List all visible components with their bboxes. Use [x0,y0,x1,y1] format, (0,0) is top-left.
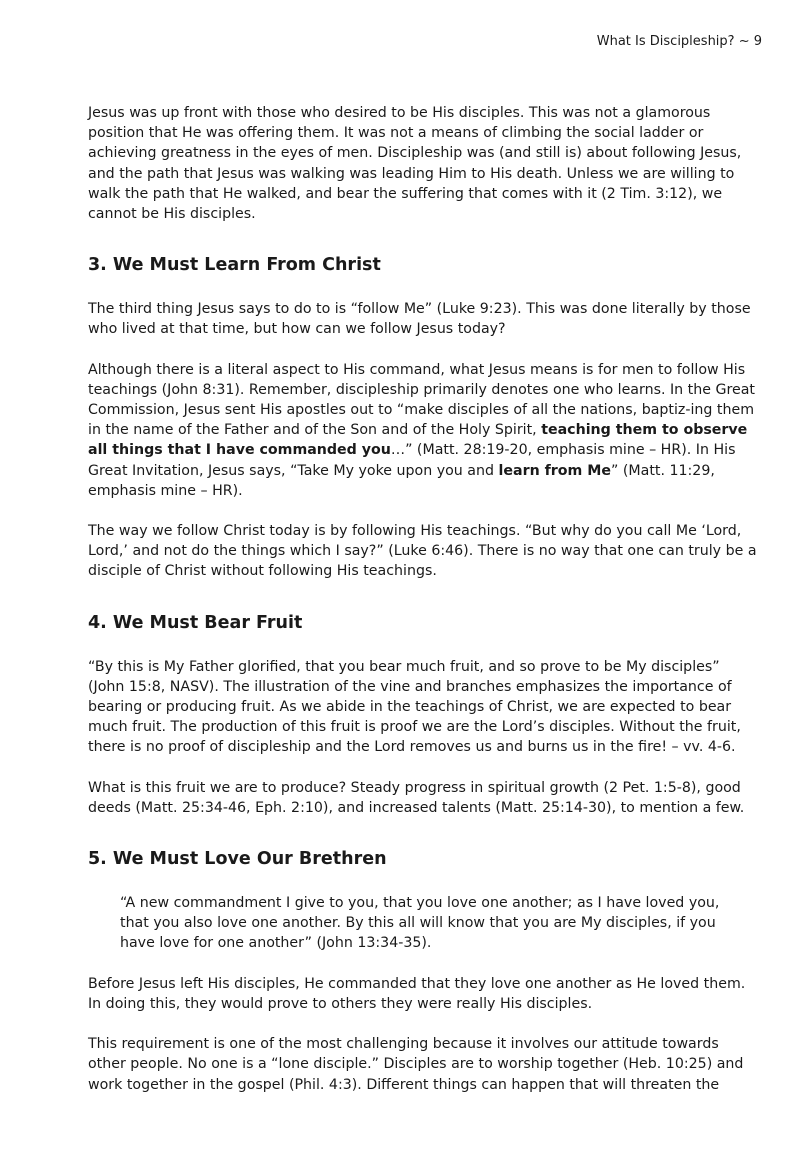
section-heading-3: 3. We Must Learn From Christ [88,255,381,276]
section3-paragraph-2 [88,360,760,501]
section5-paragraph-2: This requirement is one of the most challenging because it involves our attitude towards other people. No one is a “lone disciple.” Disciples are to worship together (Heb. 10:25) and work together in the gospel (Phil. 4:3). Different things can happen that will threaten the [88,1036,744,1093]
text-run: Although there is a literal aspect to His command, what Jesus means is for men to follow His teachings (John 8:31). Remember, discipleship primarily denotes one who learns. In the Great Commission, Jesus sent His apostles out to “make disciples of all the nations, baptiz-ing them in the name of the Father and of the Son and of the Holy Spirit, [88,361,755,439]
running-header: What Is Discipleship? ~ 9 [596,34,762,49]
section4-paragraph-2: What is this fruit we are to produce? Steady progress in spiritual growth (2 Pet. 1:5-8), good deeds (Matt. 25:34-46, Eph. 2:10), and increased talents (Matt. 25:14-30), to mention a few. [88,779,745,816]
section-heading-5: 5. We Must Love Our Brethren [88,849,387,870]
section4-paragraph-1: “By this is My Father glorified, that you bear much fruit, and so prove to be My disciples” (John 15:8, NASV). The illustration of the vine and branches emphasizes the importance of bearing or producing fruit. As we abide in the teachings of Christ, we are expected to bear much fruit. The production of this fruit is proof we are the Lord’s disciples. Without the fruit, there is no proof of discipleship and the Lord removes us and burns us in the fire! – vv. 4-6. [88,658,741,756]
page-body [88,103,760,1095]
emphasis-text: learn from Me [498,462,611,479]
block-quote: “A new commandment I give to you, that you love one another; as I have loved you, that you also love one another. By this all will know that you are My disciples, if you have love for one another” (John 13:34-35). [120,895,720,952]
emphasis-text: teaching them to observe all things that I have commanded you [88,422,748,459]
section3-paragraph-3: The way we follow Christ today is by following His teachings. “But why do you call Me ‘Lord, Lord,’ and not do the things which I say?” (Luke 6:46). There is no way that one can truly be a disciple of Christ without following His teachings. [88,523,757,580]
text-run: …” (Matt. 28:19-20, emphasis mine – HR). In His Great Invitation, Jesus says, “Take My yoke upon you and [88,442,736,479]
intro-paragraph: Jesus was up front with those who desired to be His disciples. This was not a glamorous position that He was offering them. It was not a means of climbing the social ladder or achieving greatness in the eyes of men. Discipleship was (and still is) about following Jesus, and the path that Jesus was walking was leading Him to His death. Unless we are willing to walk the path that He walked, and bear the suffering that comes with it (2 Tim. 3:12), we cannot be His disciples. [88,105,742,223]
section3-paragraph-1: The third thing Jesus says to do to is “follow Me” (Luke 9:23). This was done literally by those who lived at that time, but how can we follow Jesus today? [88,301,751,338]
section5-paragraph-1: Before Jesus left His disciples, He commanded that they love one another as He loved them. In doing this, they would prove to others they were really His disciples. [88,975,746,1012]
text-run: ” (Matt. 11:29, emphasis mine – HR). [88,462,715,499]
section-heading-4: 4. We Must Bear Fruit [88,612,303,633]
